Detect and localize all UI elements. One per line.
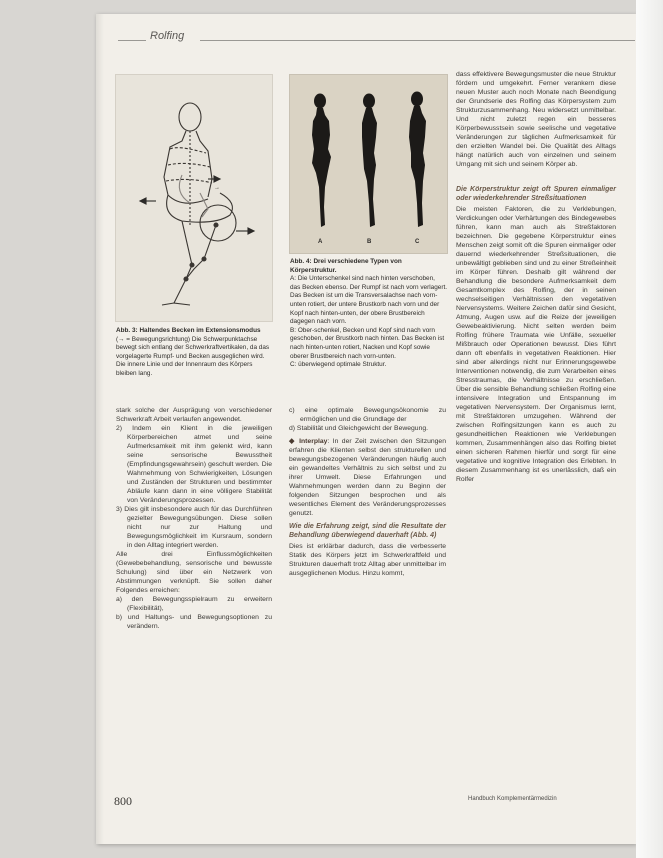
- column-2-item-d: d) Stabilität und Gleichgewicht der Bewegung.: [289, 425, 429, 432]
- book-spine-edge: [636, 0, 663, 858]
- text-column-1: [116, 406, 272, 631]
- figure-left-title: Haltendes Becken im Extensionsmodus: [139, 327, 261, 334]
- interplay-bullet-icon: ◆: [289, 438, 300, 445]
- interplay-text: In der Zeit zwischen den Sitzungen erfahren die Klienten selbst den strukturellen und bewegungsbezogenen Veränderungen häufig auch ein gewandeltes Verhältnis zu sich selbst und zu ihrer Umwelt. Diese Erfahrungen und Wahrnehmungen werden dann zu Beginn der folgenden Sitzungen besprochen und als wesentliches Element des Veränderungsprozesses genutzt.: [289, 438, 446, 517]
- header-rule-right: [200, 40, 635, 41]
- figure-left-body: (→ = Bewegungsrichtung) Die Schwerpunktachse bewegt sich entlang der Schwerkraftvertikalen, da das vorgelagerte Rumpf- und Becken ausgeglichen wird. Die innere Linie und der Innenraum des Körpers bleiben lang.: [116, 335, 270, 377]
- page-edge-shadow: [96, 14, 104, 844]
- column-2-paragraph: Dies ist erklärbar dadurch, dass die verbesserte Statik des Körpers jetzt im Schwerkraftfeld und Strukturen dauerhaft trotz Alltag aber unmittelbar im ausgeglichenen Modus. Hinzu kommt,: [289, 543, 446, 577]
- running-head: Rolfing: [150, 30, 185, 42]
- page-footer: Handbuch Komplementärmedizin: [468, 796, 557, 802]
- panel-label-b: B: [367, 239, 372, 245]
- figure-left-caption: [116, 327, 272, 379]
- column-3-subhead: Die Körperstruktur zeigt oft Spuren einmaliger oder wiederkehrender Streßsituationen: [456, 186, 616, 202]
- panel-label-c: C: [415, 239, 420, 245]
- panel-label-a: A: [318, 239, 323, 245]
- column-1-subitem-b: b) und Haltungs- und Bewegungsoptionen zu verändern.: [116, 614, 272, 630]
- column-1-item-2: 2) Indem ein Klient in die jeweiligen Körperbereichen atmet und seine Aufmerksamkeit mit ihm gelenkt wird, kann seine sensorische Bewusstheit (Empfindungsgewahrsein) geschult werden. Die Wahrnehmung von Schwierigkeiten, Lösungen und Zuständen der Strukturen und bestimmter Abläufe kann dann in eine völligere Stabilität von Veränderungsprozessen.: [116, 425, 272, 504]
- interplay-heading: Interplay: [299, 438, 328, 445]
- column-1-intro: stark solche der Ausprägung von verschiedener Schwerkraft Arbeit verlaufen angewendet.: [116, 407, 272, 423]
- extension-mode-illustration: [116, 75, 272, 321]
- column-1-paragraph: Alle drei Einflussmöglichkeiten (Gewebebehandlung, sensorische und bewusste Schulung) sind über ein Netzwerk von Abstimmungen verknüpft. Sie sollen daher Folgendes erreichen:: [116, 551, 272, 594]
- interplay-paragraph: ◆ Interplay: In der Zeit zwischen den Sitzungen erfahren die Klienten selbst den strukturellen und bewegungsbezogenen Veränderungen häufig auch ein gewandeltes Verhältnis zu sich selbst und zu ihrer Umwelt. Diese Erfahrungen und Wahrnehmungen werden dann zu Beginn der folgenden Sitzungen besprochen und als wesentliches Element des Veränderungsprozesses genutzt.: [289, 438, 446, 517]
- body-type-silhouettes: [290, 75, 447, 253]
- column-2-item-c: c) eine optimale Bewegungsökonomie zu ermöglichen und die Grundlage der: [289, 407, 446, 423]
- figure-right-para-c: C: überwiegend optimale Struktur.: [290, 361, 387, 369]
- column-3-paragraph-1: dass effektivere Bewegungsmuster die neue Struktur fördern und umgekehrt. Ferner verankern diese neuen Muster auch noch Monate nach Beendigung der Grundserie des Rolfing das Körpersystem zum Strukturzusammenhang. Neu widersetzt unmittelbar. Und nicht zuletzt regen ein besseres Körperbewusstsein sowie seelische und vegetative Veränderungen zur täglichen Aufmerksamkeit für den erzielten Wandel bei. Die Qualität des Alltags hängt natürlich auch von einzelnen und seinem Umgang mit sich und seinem Körper ab.: [456, 71, 616, 168]
- page-number: 800: [114, 794, 132, 808]
- header-rule-left: [118, 40, 146, 41]
- column-3-paragraph-2: Die meisten Faktoren, die zu Verklebungen, Verdickungen oder Verhärtungen des Bindegewebes führen, kann man auch als Streßfaktoren bezeichnen. Die gegebene Körperstruktur eines Menschen zeigt somit oft die Spuren einmaliger oder dauernd wiederkehrender Streßsituationen, die unbewältigt geblieben sind und zu einer Streßeinheit im Körper führen. Deshalb gilt während der Behandlung die besondere Aufmerksamkeit dem Gesamtkomplex des Rolfing, der in seinen wechselseitigen Verhältnissen den vegetativen Nervensystems. Weitere Zeichen dafür sind Gesicht, Atmung, Augen usw. auf die Reize der jeweiligen Gewebeaktivierung. Nicht selten werden beim Rolfing frühere Traumata wie Unfälle, sexueller Mißbrauch oder Operationen bewusst. Dies führt dann oft ebenfalls in vegetativen Reaktionen. Hier sind aber allerdings nicht nur Erinnerungsgewebe Interventionen notwendig, die zum Verarbeiten eines Stresstraumas, die Verhältnisse zu erschließen. Über die sensible Behandlung schließen Rolfing eine intensivere Integration und Entspannung im vegetativen Nervensystem. Der Organismus lernt, mit Streßfaktoren umzugehen. Während der zwischen Rolfingsitzungen kann es auch zu gesundheitlichen Reaktionen wie Verklebungen kommen, Zusammenhängen also das Rolfing bietet einen sicheren Rahmen hierfür und sorgt für eine vegetative und kognitive Integration des Erlebten. In diesem Zusammenhang ist es unerlässlich, daß ein Rolfer: [456, 206, 616, 483]
- figure-right-para-a: A: Die Unterschenkel sind nach hinten verschoben, das Becken ebenso. Der Rumpf ist nach vorn verlagert. Das Becken ist um die Transversalachse nach vorn-unten rotiert, der untere Brustkorb nach vorn und der Kopf nach hinten-unten, der obere Brustbereich dagegen nach vorn.: [290, 275, 448, 326]
- figure-three-body-types-photo: [289, 74, 448, 254]
- figure-extension-mode-drawing: [115, 74, 273, 322]
- figure-right-label: Abb. 4:: [290, 258, 312, 265]
- column-1-item-3: 3) Dies gilt insbesondere auch für das Durchführen gezielter Bewegungsübungen. Diese sollen nicht nur zur Haltung und Bewegungsmöglichkeit im Kursraum, sondern in den Alltag integriert werden.: [116, 506, 272, 549]
- text-column-2: [289, 406, 446, 578]
- figure-right-caption: [290, 258, 447, 370]
- column-2-subhead: Wie die Erfahrung zeigt, sind die Resultate der Behandlung überwiegend dauerhaft (Abb. 4): [289, 523, 446, 539]
- figure-right-para-b: B: Ober-schenkel, Becken und Kopf sind nach vorn geschoben, der Brustkorb nach hinten. Das Becken ist nach hinten-unten rotiert, Nacken und Kopf sowie oberer Brustbereich nach vorn-unten.: [290, 326, 445, 360]
- text-column-3: [456, 70, 616, 484]
- figure-left-label: Abb. 3:: [116, 327, 138, 334]
- figure-right-title: Drei verschiedene Typen von Körperstruktur.: [290, 258, 402, 274]
- column-1-subitem-a: a) den Bewegungsspielraum zu erweitern (Flexibilität),: [116, 596, 272, 612]
- svg-text:→: →: [214, 185, 220, 191]
